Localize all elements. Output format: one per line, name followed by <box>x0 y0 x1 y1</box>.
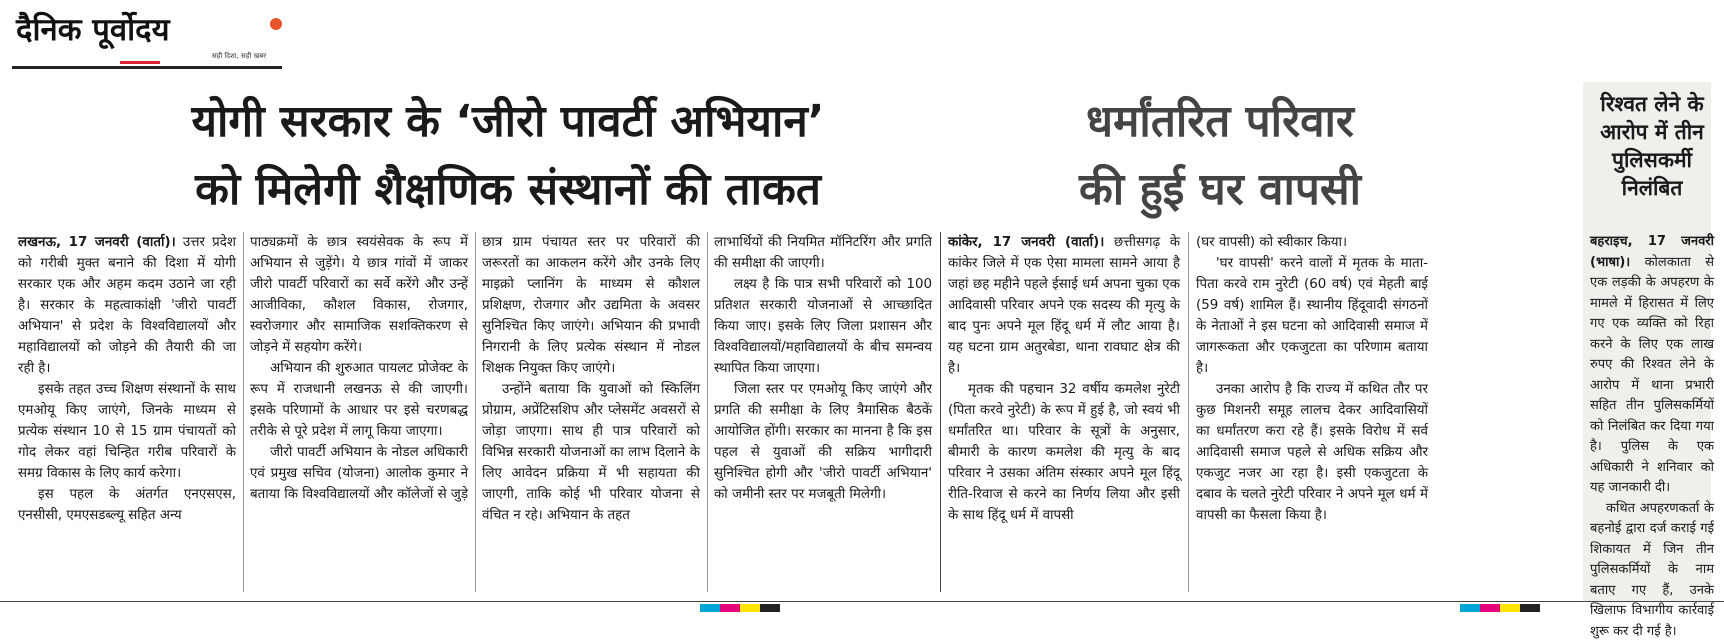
story1-paragraph: अभियान की शुरुआत पायलट प्रोजेक्ट के रूप में राजधानी लखनऊ से की जाएगी। इसके परिणामों के आधार पर इसे चरणबद्ध तरीके से पूरे प्रदेश में लागू किया जाएगा। <box>250 358 468 442</box>
story1-column-2 <box>250 232 468 505</box>
story1-paragraph: पाठ्यक्रमों के छात्र स्वयंसेवक के रूप में अभियान से जुड़ेंगे। ये छात्र गांवों में जाकर जीरो पावर्टी परिवारों का सर्वे करेंगे और उन्हें आजीविका, कौशल विकास, रोजगार, स्वरोजगार और सामाजिक सशक्तिकरण से जोड़ने में सहयोग करेंगे। <box>250 232 468 358</box>
story3-dateline: बहराइच, 17 जनवरी (भाषा)। <box>1590 234 1714 270</box>
story1-paragraph: इस पहल के अंतर्गत एनएसएस, एनसीसी, एमएसडब्ल्यू सहित अन्य <box>18 484 236 526</box>
story1-headline-line1: योगी सरकार के ‘जीरो पावर्टी अभियान’ <box>18 88 998 156</box>
print-color-swatch <box>1520 604 1540 612</box>
story3-headline: रिश्वत लेने के आरोप में तीन पुलिसकर्मी निलंबित <box>1590 90 1714 202</box>
story1-column-4 <box>714 232 932 505</box>
story1-headline-line2: को मिलेगी शैक्षणिक संस्थानों की ताकत <box>18 156 998 224</box>
story2-paragraph: उनका आरोप है कि राज्य में कथित तौर पर कुछ मिशनरी समूह लालच देकर आदिवासियों का धर्मांतरण करा रहे हैं। इसके विरोध में सर्व आदिवासी समाज पहले से अधिक सक्रिय और एकजुट नजर आ रहा है। इसी एकजुटता के दबाव के चलते नुरेटी परिवार ने अपने मूल धर्म में वापसी का फैसला किया है। <box>1196 379 1428 526</box>
story3-paragraph: कथित अपहरणकर्ता के बहनोई द्वारा दर्ज कराई गई शिकायत में जिन तीन पुलिसकर्मियों के नाम बताए गए हैं, उनके खिलाफ विभागीय कार्रवाई शुरू कर दी गई है। <box>1590 499 1714 642</box>
print-color-swatch <box>700 604 720 612</box>
column-divider <box>1188 232 1189 592</box>
masthead <box>12 4 282 70</box>
column-divider <box>707 232 708 592</box>
print-color-swatch <box>1480 604 1500 612</box>
story1-paragraph: इसके तहत उच्च शिक्षण संस्थानों के साथ एमओयू किए जाएंगे, जिनके माध्यम से प्रत्येक संस्थान 10 से 15 ग्राम पंचायतों को गोद लेकर वहां चिन्हित गरीब परिवारों के समग्र विकास के लिए कार्य करेगा। <box>18 379 236 484</box>
story2-paragraph: मृतक की पहचान 32 वर्षीय कमलेश नुरेटी (पिता करवे नुरेटी) के रूप में हुई है, जो स्वयं भी धर्मांतरित था। परिवार के सूत्रों के अनुसार, बीमारी के कारण कमलेश की मृत्यु के बाद परिवार ने उसका अंतिम संस्कार अपने मूल हिंदू रीति-रिवाज से करने का निर्णय लिया और इसी के साथ हिंदू धर्म में वापसी <box>948 379 1180 526</box>
masthead-logo-dot <box>270 18 282 30</box>
story1-text: उत्तर प्रदेश को गरीबी मुक्त बनाने की दिशा में योगी सरकार एक और अहम कदम उठाने जा रही है। सरकार के महत्वाकांक्षी 'जीरो पावर्टी अभियान' से प्रदेश के विश्वविद्यालयों और महाविद्यालयों को जोड़ने की तैयारी की जा रही है। <box>18 235 236 376</box>
story2-headline <box>1010 88 1430 224</box>
page-bottom-rule <box>0 601 1724 602</box>
masthead-accent <box>120 61 160 64</box>
story3-body <box>1590 232 1714 642</box>
story1-paragraph: लक्ष्य है कि पात्र सभी परिवारों को 100 प्रतिशत सरकारी योजनाओं से आच्छादित किया जाए। इसके लिए जिला प्रशासन और विश्वविद्यालयों/महाविद्यालयों के बीच समन्वय स्थापित किया जाएगा। <box>714 274 932 379</box>
story1-paragraph <box>18 232 236 379</box>
story2-headline-line2: की हुई घर वापसी <box>1010 156 1430 224</box>
story-divider <box>940 232 941 592</box>
story1-paragraph: जीरो पावर्टी अभियान के नोडल अधिकारी एवं प्रमुख सचिव (योजना) आलोक कुमार ने बताया कि विश्वविद्यालयों और कॉलेजों से जुड़े <box>250 442 468 505</box>
story1-dateline: लखनऊ, 17 जनवरी (वार्ता)। <box>18 235 176 250</box>
column-divider <box>475 232 476 592</box>
story3-paragraph <box>1590 232 1714 499</box>
story2-paragraph <box>948 232 1180 379</box>
print-color-swatch <box>760 604 780 612</box>
story1-paragraph: उन्होंने बताया कि युवाओं को स्किलिंग प्रोग्राम, अप्रेंटिसशिप और प्लेसमेंट अवसरों से जोड़ा जाएगा। साथ ही पात्र परिवारों को विभिन्न सरकारी योजनाओं का लाभ दिलाने के लिए आवेदन प्रक्रिया में भी सहायता की जाएगी, ताकि कोई भी परिवार योजना से वंचित न रहे। अभियान के तहत <box>482 379 700 526</box>
print-color-swatch <box>1460 604 1480 612</box>
story1-paragraph: छात्र ग्राम पंचायत स्तर पर परिवारों की जरूरतों का आकलन करेंगे और उनके लिए माइक्रो प्लानिंग के माध्यम से कौशल प्रशिक्षण, रोजगार और उद्यमिता के अवसर सुनिश्चित किए जाएंगे। अभियान की प्रभावी निगरानी के लिए प्रत्येक संस्थान में नोडल शिक्षक नियुक्त किए जाएंगे। <box>482 232 700 379</box>
masthead-rule <box>12 66 282 69</box>
story2-text: छत्तीसगढ़ के कांकेर जिले में एक ऐसा मामला सामने आया है जहां छह महीने पहले ईसाई धर्म अपना चुका एक आदिवासी परिवार अपने एक सदस्य की मृत्यु के बाद पुनः अपने मूल हिंदू धर्म में लौट आया है। यह घटना ग्राम अतुरबेडा, थाना रावघाट क्षेत्र की है। <box>948 235 1180 376</box>
story2-paragraph: 'घर वापसी' करने वालों में मृतक के माता-पिता करवे राम नुरेटी (60 वर्ष) एवं मेहती बाई (59 वर्ष) शामिल हैं। स्थानीय हिंदूवादी संगठनों के नेताओं ने इस घटना को आदिवासी समाज में जागरूकता और एकजुटता का परिणाम बताया है। <box>1196 253 1428 379</box>
story2-column-1 <box>948 232 1180 526</box>
newspaper-title: दैनिक पूर्वोदय <box>16 8 170 50</box>
story1-paragraph: जिला स्तर पर एमओयू किए जाएंगे और प्रगति की समीक्षा के लिए त्रैमासिक बैठकें आयोजित होंगी। सरकार का मानना है कि इस पहल से युवाओं की सक्रिय भागीदारी सुनिश्चित होगी और 'जीरो पावर्टी अभियान' को जमीनी स्तर पर मजबूती मिलेगी। <box>714 379 932 505</box>
story2-dateline: कांकेर, 17 जनवरी (वार्ता)। <box>948 235 1104 250</box>
print-color-swatch <box>740 604 760 612</box>
story2-column-2 <box>1196 232 1428 526</box>
print-color-swatch <box>720 604 740 612</box>
story3-text: कोलकाता से एक लड़की के अपहरण के मामले में हिरासत में लिए गए एक व्यक्ति को रिहा करने के लिए एक लाख रुपए की रिश्वत लेने के आरोप में थाना प्रभारी सहित तीन पुलिसकर्मियों को निलंबित कर दिया गया है। पुलिस के एक अधिकारी ने शनिवार को यह जानकारी दी। <box>1590 255 1714 496</box>
print-color-swatch <box>1500 604 1520 612</box>
story1-column-3 <box>482 232 700 526</box>
column-divider <box>243 232 244 592</box>
story1-headline <box>18 88 998 224</box>
story1-column-1 <box>18 232 236 526</box>
story2-headline-line1: धर्मांतरित परिवार <box>1010 88 1430 156</box>
story2-paragraph: (घर वापसी) को स्वीकार किया। <box>1196 232 1428 253</box>
story1-paragraph: लाभार्थियों की नियमित मॉनिटरिंग और प्रगति की समीक्षा की जाएगी। <box>714 232 932 274</box>
newspaper-tagline: सही दिशा, सही खबर <box>212 52 266 61</box>
